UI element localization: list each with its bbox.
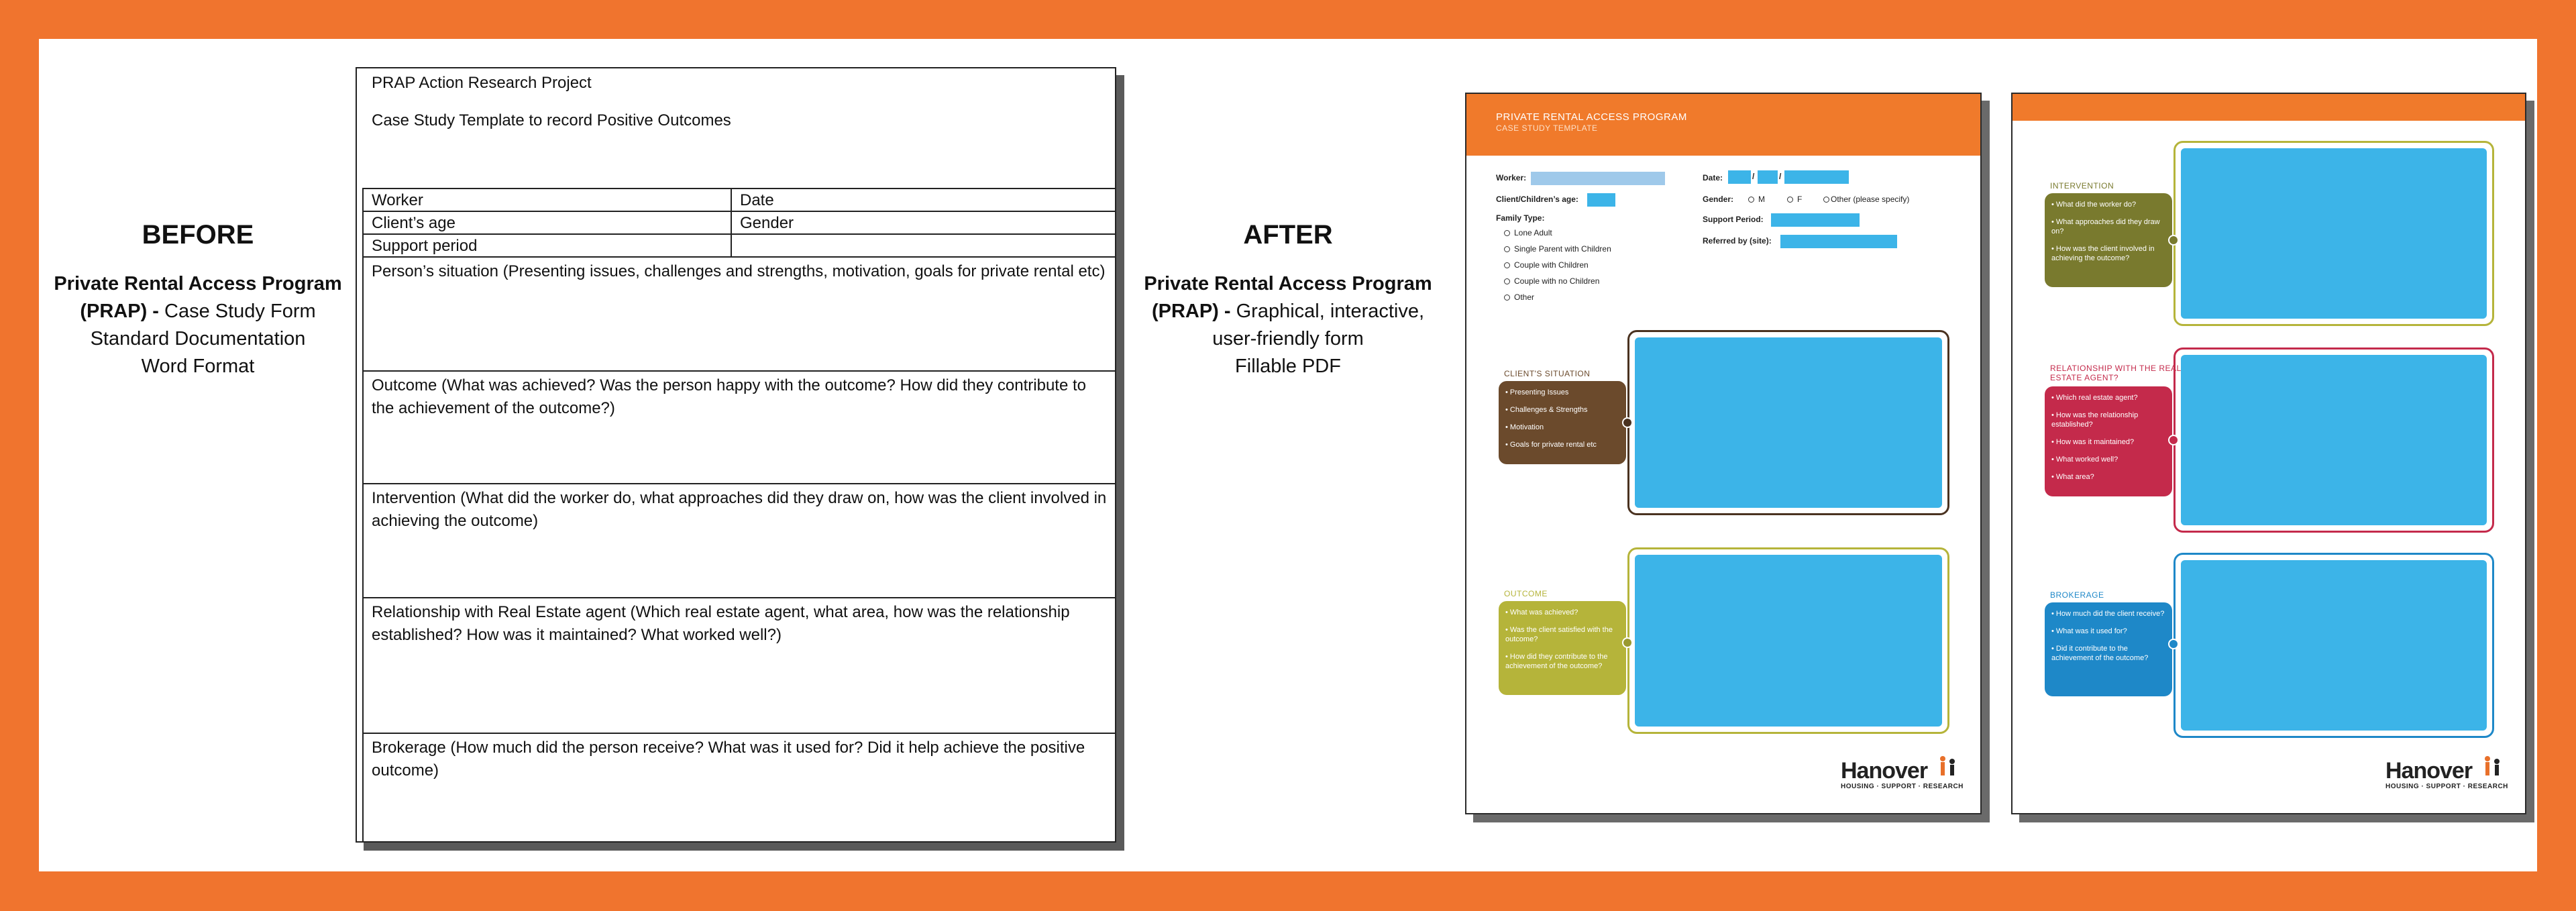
before-program: Private Rental Access Program xyxy=(54,273,342,294)
brokerage-bubble xyxy=(2045,602,2172,696)
intervention-item-2: • What approaches did they draw on? xyxy=(2051,218,2160,235)
family-type-label: Family Type: xyxy=(1496,213,1545,223)
outcome-text: Outcome (What was achieved? Was the person happy with the outcome? How did they contribute to the achievement of the outcome?) xyxy=(372,376,1086,417)
date-year-field[interactable] xyxy=(1784,170,1849,184)
support-period-field[interactable] xyxy=(1771,213,1860,227)
logo-name-2: Hanover xyxy=(2385,758,2473,784)
pdf-banner xyxy=(1466,94,1980,156)
family-option-2[interactable]: Single Parent with Children xyxy=(1504,244,1611,254)
brokerage-text-frame[interactable] xyxy=(2174,553,2494,738)
radio-icon xyxy=(1504,294,1510,301)
situation-item-1: • Presenting Issues xyxy=(1505,388,1569,396)
before-desc-2: Standard Documentation xyxy=(90,328,306,350)
before-desc-1: Case Study Form xyxy=(158,301,316,322)
relationship-item-1: • Which real estate agent? xyxy=(2051,394,2138,402)
situation-bubble xyxy=(1499,381,1626,464)
after-program: Private Rental Access Program xyxy=(1144,273,1432,294)
before-desc-3: Word Format xyxy=(141,356,255,377)
situation-text-frame[interactable] xyxy=(1627,330,1949,515)
situation-item-2: • Challenges & Strengths xyxy=(1505,406,1588,414)
doc-subtitle: Case Study Template to record Positive Outcomes xyxy=(372,111,731,129)
radio-icon xyxy=(1748,197,1754,203)
outcome-text-field[interactable] xyxy=(1635,555,1942,727)
relationship-title: RELATIONSHIP WITH THE REAL ESTATE AGENT? xyxy=(2050,364,2182,382)
referred-by-field[interactable] xyxy=(1780,235,1897,248)
banner-title: PRIVATE RENTAL ACCESS PROGRAM xyxy=(1496,111,1687,123)
radio-icon xyxy=(1823,197,1829,203)
doc-row-worker xyxy=(362,188,1115,211)
age-label: Client/Children’s age: xyxy=(1496,195,1578,204)
doc-section-situation xyxy=(362,256,1115,370)
date-cell: Date xyxy=(731,189,1115,211)
logo-tagline: HOUSING · SUPPORT · RESEARCH xyxy=(1841,783,1964,790)
gender-option-f[interactable]: F xyxy=(1787,195,1802,204)
gender-label: Gender: xyxy=(1703,195,1734,204)
worker-field[interactable] xyxy=(1531,172,1665,185)
date-label: Date: xyxy=(1703,173,1723,182)
outcome-connector xyxy=(1622,637,1633,648)
age-field[interactable] xyxy=(1587,193,1615,207)
before-heading: BEFORE xyxy=(142,220,254,250)
after-desc-3: Fillable PDF xyxy=(1235,356,1341,377)
before-prap: (PRAP) - xyxy=(80,301,159,322)
logo-name: Hanover xyxy=(1841,758,1928,784)
relationship-bubble xyxy=(2045,386,2172,496)
outcome-item-3: • How did they contribute to the achievement of the outcome? xyxy=(1505,653,1608,670)
empty-cell xyxy=(731,235,1115,256)
outcome-text-frame[interactable] xyxy=(1627,547,1949,734)
intervention-title: INTERVENTION xyxy=(2050,181,2114,191)
after-desc-2: user-friendly form xyxy=(1212,328,1364,350)
brokerage-text-field[interactable] xyxy=(2181,560,2487,731)
gender-option-m[interactable]: M xyxy=(1748,195,1765,204)
family-option-5[interactable]: Other xyxy=(1504,292,1534,302)
referred-by-label: Referred by (site): xyxy=(1703,236,1772,246)
doc-row-age xyxy=(362,211,1115,233)
radio-icon xyxy=(1787,197,1793,203)
relationship-item-3: • How was it maintained? xyxy=(2051,438,2135,446)
radio-icon xyxy=(1504,278,1510,284)
intervention-text-field[interactable] xyxy=(2181,148,2487,319)
date-separator-1: / xyxy=(1752,172,1755,181)
date-month-field[interactable] xyxy=(1758,170,1778,184)
brokerage-title: BROKERAGE xyxy=(2050,590,2104,600)
intervention-connector xyxy=(2168,235,2179,246)
doc-section-brokerage xyxy=(362,733,1115,841)
relationship-item-4: • What worked well? xyxy=(2051,455,2118,464)
relationship-text-frame[interactable] xyxy=(2174,347,2494,533)
gender-cell: Gender xyxy=(731,212,1115,233)
intervention-text-frame[interactable] xyxy=(2174,141,2494,326)
radio-icon xyxy=(1504,262,1510,268)
doc-row-support xyxy=(362,233,1115,256)
radio-icon xyxy=(1504,246,1510,252)
worker-label: Worker: xyxy=(1496,173,1527,182)
word-document xyxy=(356,67,1116,843)
date-separator-2: / xyxy=(1779,172,1782,181)
support-period-cell: Support period xyxy=(372,237,478,255)
after-caption xyxy=(1140,220,1436,380)
family-option-1[interactable]: Lone Adult xyxy=(1504,228,1552,237)
brokerage-item-1: • How much did the client receive? xyxy=(2051,610,2165,618)
outcome-title: OUTCOME xyxy=(1504,589,1548,598)
situation-title: CLIENT'S SITUATION xyxy=(1504,369,1591,378)
date-day-field[interactable] xyxy=(1728,170,1751,184)
brokerage-item-2: • What was it used for? xyxy=(2051,627,2127,635)
outcome-item-1: • What was achieved? xyxy=(1505,608,1578,617)
doc-title: PRAP Action Research Project xyxy=(372,74,592,92)
doc-section-outcome xyxy=(362,370,1115,483)
pdf-page-1 xyxy=(1465,93,1982,814)
family-option-3[interactable]: Couple with Children xyxy=(1504,260,1589,270)
doc-section-intervention xyxy=(362,483,1115,597)
pdf-banner-2 xyxy=(2012,94,2525,121)
client-age-cell: Client’s age xyxy=(372,214,455,232)
brokerage-item-3: • Did it contribute to the achievement of the outcome? xyxy=(2051,645,2149,662)
relationship-item-5: • What area? xyxy=(2051,473,2094,481)
figures-icon xyxy=(2481,755,2504,778)
radio-icon xyxy=(1504,230,1510,236)
intervention-bubble xyxy=(2045,193,2172,287)
figures-icon xyxy=(1936,755,1959,778)
worker-cell: Worker xyxy=(372,191,423,209)
situation-item-3: • Motivation xyxy=(1505,423,1544,431)
support-period-label: Support Period: xyxy=(1703,215,1764,224)
intervention-item-1: • What did the worker do? xyxy=(2051,201,2137,209)
situation-text: Person’s situation (Presenting issues, challenges and strengths, motivation, goals for private rental etc) xyxy=(372,262,1106,280)
banner-subtitle: CASE STUDY TEMPLATE xyxy=(1496,123,1598,133)
relationship-text-field[interactable] xyxy=(2181,355,2487,525)
doc-section-relationship xyxy=(362,597,1115,733)
brokerage-connector xyxy=(2168,639,2179,649)
situation-connector xyxy=(1622,417,1633,428)
logo-tagline-2: HOUSING · SUPPORT · RESEARCH xyxy=(2385,783,2508,790)
pdf-page-2 xyxy=(2011,93,2526,814)
outcome-bubble xyxy=(1499,601,1626,695)
gender-option-other[interactable]: Other (please specify) xyxy=(1823,195,1909,204)
after-desc-1: Graphical, interactive, xyxy=(1230,301,1425,322)
before-caption xyxy=(47,220,349,380)
after-heading: AFTER xyxy=(1243,220,1333,250)
situation-item-4: • Goals for private rental etc xyxy=(1505,441,1597,449)
relationship-text: Relationship with Real Estate agent (Which real estate agent, what area, how was the relationship established? How was it maintained? What worked well?) xyxy=(372,603,1070,644)
family-option-4[interactable]: Couple with no Children xyxy=(1504,276,1599,286)
after-prap: (PRAP) - xyxy=(1151,301,1231,322)
outcome-item-2: • Was the client satisfied with the outcome? xyxy=(1505,626,1613,643)
relationship-item-2: • How was the relationship established? xyxy=(2051,411,2139,429)
brokerage-text: Brokerage (How much did the person receive? What was it used for? Did it help achieve the positive outcome) xyxy=(372,739,1085,780)
intervention-text: Intervention (What did the worker do, what approaches did they draw on, how was the client involved in achieving the outcome) xyxy=(372,489,1107,530)
intervention-item-3: • How was the client involved in achieving the outcome? xyxy=(2051,245,2155,262)
relationship-connector xyxy=(2168,435,2179,445)
situation-text-field[interactable] xyxy=(1635,337,1942,508)
